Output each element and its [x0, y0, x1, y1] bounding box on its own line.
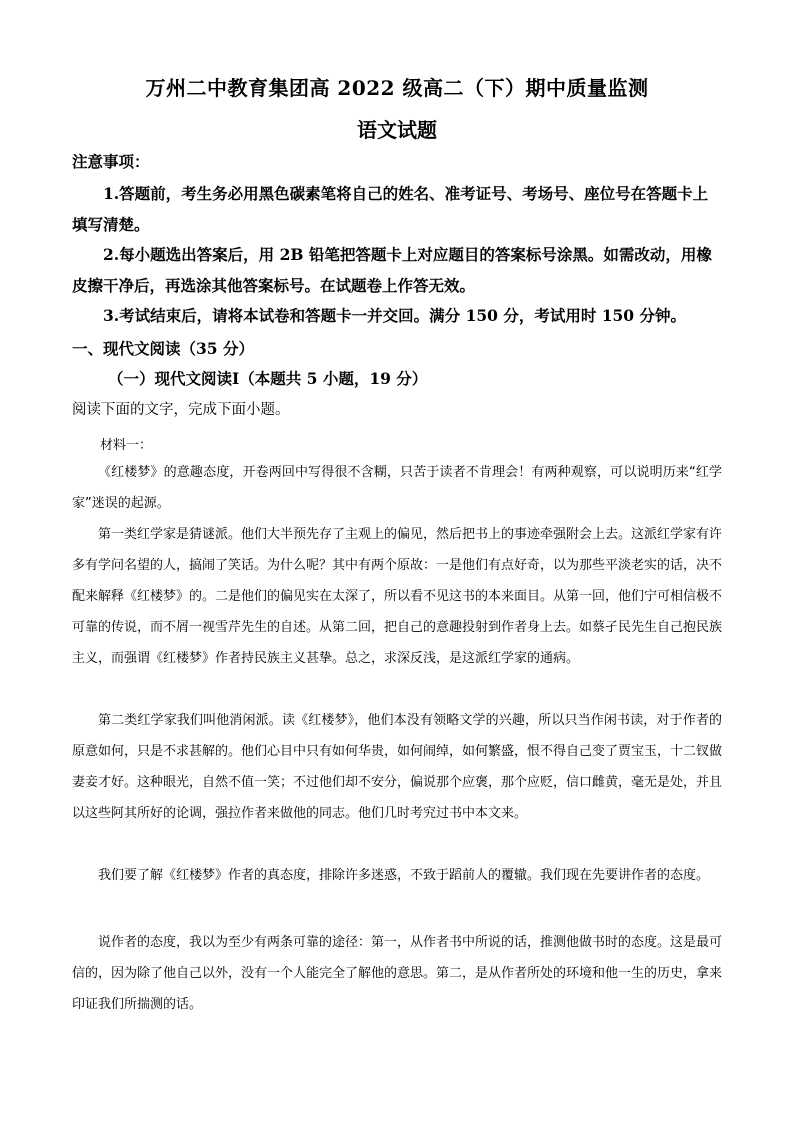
reading-instruction: 阅读下面的文字，完成下面小题。	[72, 402, 290, 418]
notice-item-3: 3.考试结束后，请将本试卷和答题卡一并交回。满分 150 分，考试用时 150 分钟。	[103, 306, 686, 325]
material-paragraph-1: 《红楼梦》的意趣态度，开卷两回中写得很不含糊，只苦于读者不肯理会！有两种观察，可以说明历来“红学家”迷误的起源。	[72, 465, 722, 511]
material-paragraph-4: 我们要了解《红楼梦》作者的真态度，排除许多迷惑，不致于蹈前人的覆辙。我们现在先要讲作者的态度。	[98, 868, 710, 883]
section-sub-heading: （一）现代文阅读Ⅰ（本题共 5 小题，19 分）	[108, 369, 428, 388]
material-paragraph-2: 第一类红学家是猜谜派。他们大半预先存了主观上的偏见，然后把书上的事迹牵强附会上去。这派红学家有许多有学问名望的人，搞闹了笑话。为什么呢？其中有两个原故：一是他们有点好奇，以为那些平淡老实的话，决不配来解释《红楼梦》的。二是他们的偏见实在太深了，所以看不见这书的本来面目。从第一回，他们宁可相信极不可靠的传说，而不屑一视雪芹先生的自述。从第二回，把自己的意趣投射到作者身上去。如蔡孑民先生自己抱民族主义，而强谓《红楼梦》作者持民族主义甚挚。总之，求深反浅，是这派红学家的通病。	[72, 527, 723, 666]
exam-subtitle: 语文试题	[357, 118, 437, 142]
section-heading: 一、现代文阅读（35 分）	[72, 339, 254, 358]
material-paragraph-3: 第二类红学家我们叫他消闲派。读《红楼梦》，他们本没有领略文学的兴趣，所以只当作闲书读，对于作者的原意如何，只是不求甚解的。他们心目中只有如何华贵，如何闹绰，如何繁盛，恨不得自己变了贾宝玉，十二钗做妻妾才好。这种眼光，自然不值一笑；不过他们却不安分，偏说那个应褒，那个应贬，信口雌黄，毫无是处，并且以这些阿其所好的论调，强拉作者来做他的同志。他们几时考究过书中本文来。	[72, 713, 723, 821]
material-label: 材料一：	[100, 438, 153, 453]
material-paragraph-5: 说作者的态度，我以为至少有两条可靠的途径：第一，从作者书中所说的话，推测他做书时的态度。这是最可信的，因为除了他自己以外，没有一个人能完全了解他的意思。第二，是从作者所处的环境和他一生的历史，拿来印证我们所揣测的话。	[72, 935, 723, 1012]
exam-title: 万州二中教育集团高 2022 级高二（下）期中质量监测	[145, 76, 649, 100]
notice-item-1: 1.答题前，考生务必用黑色碳素笔将自己的姓名、准考证号、考场号、座位号在答题卡上填写清楚。	[72, 184, 709, 234]
notice-item-2: 2.每小题选出答案后，用 2B 铅笔把答题卡上对应题目的答案标号涂黑。如需改动，用橡皮擦干净后，再选涂其他答案标号。在试题卷上作答无效。	[72, 245, 712, 295]
notice-heading: 注意事项：	[72, 152, 150, 171]
